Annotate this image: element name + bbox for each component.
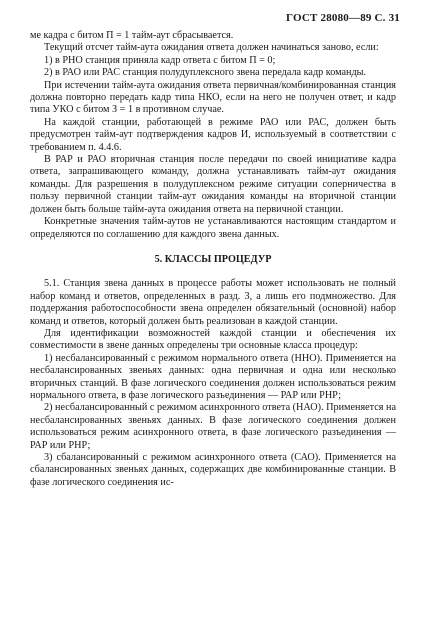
page-header: ГОСТ 28080—89 С. 31 (286, 12, 400, 24)
list-item: 1) несбалансированный с режимом нормального ответа (ННО). Применяется на несбалансированных звеньях данных: одна первичная и одна или несколько вторичных станций. В фазе логического соединения должен использоваться режим нормального ответа, в фазе логического разъединения — РАР или РНР; (30, 352, 396, 401)
paragraph: Текущий отсчет тайм-аута ожидания ответа должен начинаться заново, если: (44, 42, 379, 54)
paragraph: 5.1. Станция звена данных в процессе работы может использовать не полный набор команд и ответов, определенных в разд. 3, а лишь его подмножество. Для поддержания работоспособности звена определен обязательный (основной) набор команд и ответов, который должен быть реализован в каждой станции. (30, 278, 396, 327)
paragraph: При истечении тайм-аута ожидания ответа первичная/комбинированная станция должна повторно передать кадр типа НКО, если на него не получен ответ, и кадр типа УКО с битом З = 1 в противном случае. (30, 79, 396, 116)
list-item: 3) сбалансированный с режимом асинхронного ответа (САО). Применяется на сбалансированных звеньях данных, содержащих две комбинированные станции. В фазе логического соединения ис- (30, 452, 396, 488)
paragraph: На каждой станции, работающей в режиме РАО или РАС, должен быть предусмотрен тайм-аут подтверждения кадров И, используемый в соответствии с требованием п. 4.4.6. (30, 116, 396, 153)
list-item: 1) в РНО станция приняла кадр ответа с битом П = 0; (44, 54, 276, 66)
list-item: 2) в РАО или РАС станция полудуплексного звена передала кадр команды. (44, 67, 367, 79)
paragraph: Для идентификации возможностей каждой станции и обеспечения их совместимости в звене данных определены три основные класса процедур: (30, 327, 396, 352)
paragraph: В РАР и РАО вторичная станция после передачи по своей инициативе кадра ответа, запрашивающего команду, должна устанавливать тайм-аут ожидания команды. Для разрешения в полудуплексном режиме ситуации соперничества в пользу первичной станции тайм-аут ожидания команды на вторичной станции должен быть больше тайм-аута ожидания ответа на первичной станции. (30, 154, 396, 215)
paragraph: Конкретные значения тайм-аутов не устанавливаются настоящим стандартом и определяются по соглашению для каждого звена данных. (30, 216, 396, 240)
list-item: 2) несбалансированный с режимом асинхронного ответа (НАО). Применяется на несбалансированных звеньях данных. В фазе логического соединения должен использоваться режим асинхронного ответа, в фазе логического разъединения — РАР или РНР; (30, 402, 396, 451)
document-body (30, 30, 396, 489)
paragraph: ме кадра с битом П = 1 тайм-аут сбрасывается. (30, 30, 234, 41)
section-heading: 5. КЛАССЫ ПРОЦЕДУР (154, 253, 272, 265)
